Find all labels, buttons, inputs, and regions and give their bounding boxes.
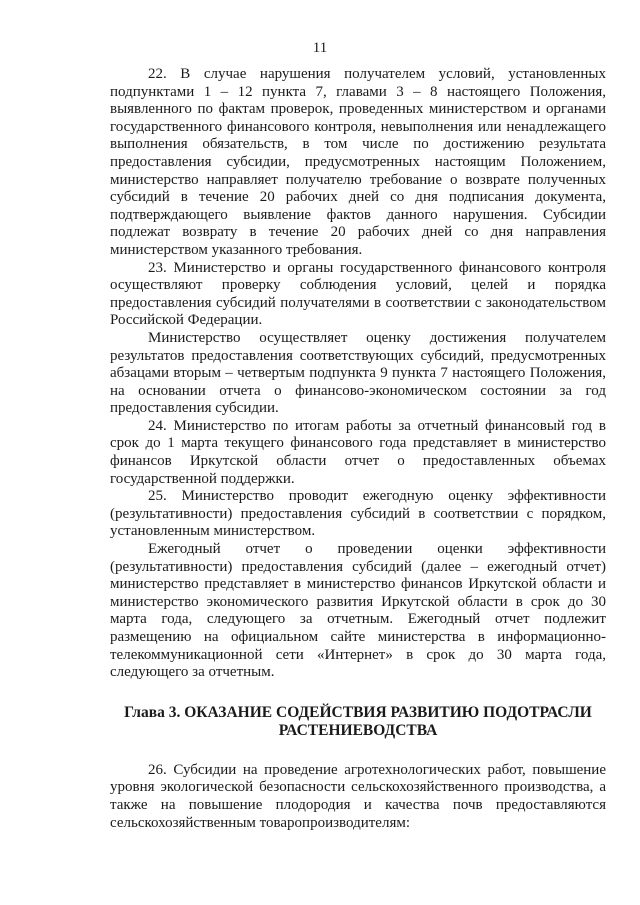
chapter-heading: Глава 3. ОКАЗАНИЕ СОДЕЙСТВИЯ РАЗВИТИЮ ПОДОТРАСЛИ РАСТЕНИЕВОДСТВА (124, 703, 592, 739)
paragraph-24: 24. Министерство по итогам работы за отчетный финансовый год в срок до 1 марта текущего финансового года представляет в министерство финансов Иркутской области отчет о предоставленных объемах государственной поддержки. (110, 417, 606, 487)
page-number: 11 (312, 40, 328, 56)
paragraph-25-annual-report: Ежегодный отчет о проведении оценки эффективности (результативности) предоставления субсидий (далее – ежегодный отчет) министерство представляет в министерство финансов Иркутской области и министерство экономического развития Иркутской области в срок до 30 марта года, следующего за отчетным. Ежегодный отчет подлежит размещению на официальном сайте министерства в информационно-телекоммуникационной сети «Интернет» в срок до 30 марта года, следующего за отчетным. (110, 541, 606, 681)
paragraph-23: 23. Министерство и органы государственного финансового контроля осуществляют проверку соблюдения условий, целей и порядка предоставления субсидий получателями в соответствии с законодательством Российской Федерации. (110, 259, 606, 329)
paragraph-25: 25. Министерство проводит ежегодную оценку эффективности (результативности) предоставления субсидий в соответствии с порядком, установленным министерством. (110, 488, 606, 540)
document-body (110, 66, 606, 832)
paragraph-23-evaluation: Министерство осуществляет оценку достижения получателем результатов предоставления соответствующих субсидий, предусмотренных абзацами вторым – четвертым подпункта 9 пункта 7 настоящего Положения, на основании отчета о финансово-экономическом состоянии за год предоставления субсидии. (110, 329, 606, 417)
paragraph-26: 26. Субсидии на проведение агротехнологических работ, повышение уровня экологической безопасности сельскохозяйственного производства, а также на повышение плодородия и качества почв предоставляются сельскохозяйственным товаропроизводителям: (110, 761, 606, 831)
paragraph-22: 22. В случае нарушения получателем условий, установленных подпунктами 1 – 12 пункта 7, главами 3 – 8 настоящего Положения, выявленного по фактам проверок, проведенных министерством и органами государственного финансового контроля, невыполнения или ненадлежащего выполнения обязательств, в том числе по достижению результата предоставления субсидии, предусмотренных настоящим Положением, министерство направляет получателю требование о возврате полученных субсидий в течение 20 рабочих дней со дня подписания документа, подтверждающего выявление фактов данного нарушения. Субсидии подлежат возврату в течение 20 рабочих дней со дня направления министерством указанного требования. (110, 66, 606, 258)
